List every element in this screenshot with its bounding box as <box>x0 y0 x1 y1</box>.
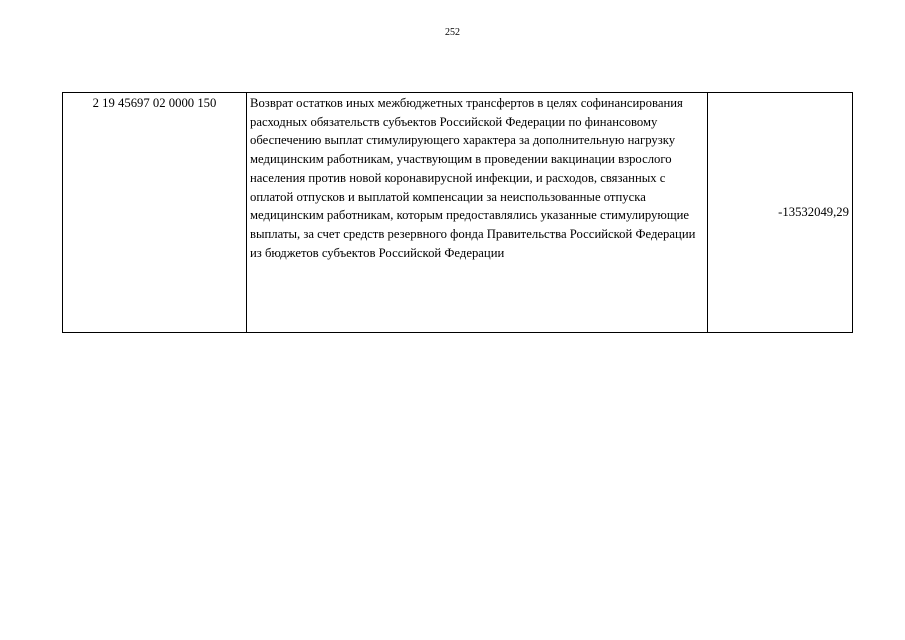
income-description: Возврат остатков иных межбюджетных трансфертов в целях софинансирования расходных обязательств субъектов Российской Федерации по финансовому обеспечению выплат стимулирующего характера за дополнительную нагрузку медицинским работникам, участвующим в проведении вакцинации взрослого населения против новой коронавирусной инфекции, и расходов, связанных с оплатой отпусков и выплатой компенсации за неиспользованные отпуска медицинским работникам, которым предоставлялись указанные стимулирующие выплаты, за счет средств резервного фонда Правительства Российской Федерации из бюджетов субъектов Российской Федерации <box>247 93 708 333</box>
amount-value: -13532049,29 <box>708 93 853 333</box>
budget-classification-code: 2 19 45697 02 0000 150 <box>63 93 247 333</box>
table-row <box>63 93 853 333</box>
budget-table <box>62 92 853 333</box>
page-number: 252 <box>445 27 460 38</box>
